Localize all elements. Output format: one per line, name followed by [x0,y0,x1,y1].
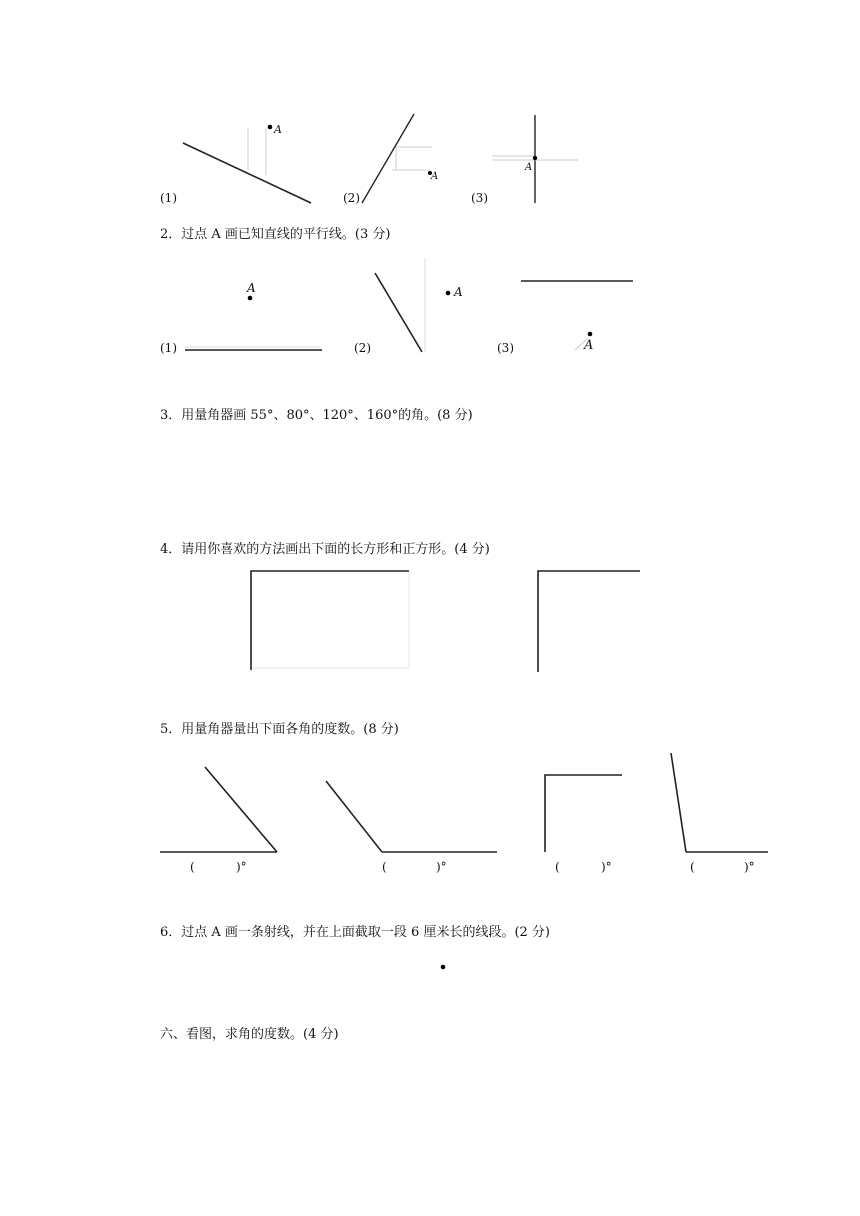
q5-question: 5．用量角器量出下面各角的度数。(8 分) [160,722,399,737]
q1-figure-3 [492,115,578,203]
q5-answer-close-1[interactable]: )° [236,860,247,874]
q5-angle-4 [671,753,768,852]
section-6-heading: 六、看图，求角的度数。(4 分) [160,1027,339,1042]
q5-angle-3 [545,775,622,852]
q5-answer-open-1: ( [190,860,195,874]
q5-answer-close-2[interactable]: )° [436,860,447,874]
q1-figure-1 [183,125,311,203]
q4-square-partial [538,571,640,672]
q1-label-1: (1) [160,191,177,205]
q2-point-label-2: A [454,285,463,299]
q5-angle-2 [326,781,497,852]
point-a-dot [446,291,451,296]
q1-label-2: (2) [343,191,360,205]
q2-question: 2．过点 A 画已知直线的平行线。(3 分) [160,227,391,242]
point-a-dot [248,296,253,301]
q5-answer-open-2: ( [382,860,387,874]
q4-question: 4．请用你喜欢的方法画出下面的长方形和正方形。(4 分) [160,542,490,557]
q2-point-label-1: A [247,281,256,295]
q5-answer-close-4[interactable]: )° [744,860,755,874]
q6-question: 6．过点 A 画一条射线，并在上面截取一段 6 厘米长的线段。(2 分) [160,925,551,940]
q1-point-label-2: A [431,171,439,182]
point-a-dot [588,332,593,337]
q2-label-1: (1) [160,341,177,355]
q6-point-a-dot [441,965,446,970]
q5-answer-open-3: ( [555,860,560,874]
q4-rectangle-partial [251,571,409,670]
q1-point-label-1: A [274,123,282,136]
q2-figure-3 [521,281,633,353]
q5-answer-close-3[interactable]: )° [601,860,612,874]
q2-figure-2 [375,258,450,352]
q2-label-2: (2) [354,341,371,355]
q5-answer-open-4: ( [690,860,695,874]
point-a-dot [533,156,537,160]
q1-point-label-3: A [525,162,533,173]
q2-label-3: (3) [497,341,514,355]
q2-figure-1 [185,296,322,350]
point-a-dot [268,125,273,130]
q1-label-3: (3) [471,191,488,205]
q5-angle-1 [160,767,277,852]
q1-figure-2 [362,114,432,203]
q2-point-label-3: A [584,338,594,353]
q3-question: 3．用量角器画 55°、80°、120°、160°的角。(8 分) [160,408,473,423]
